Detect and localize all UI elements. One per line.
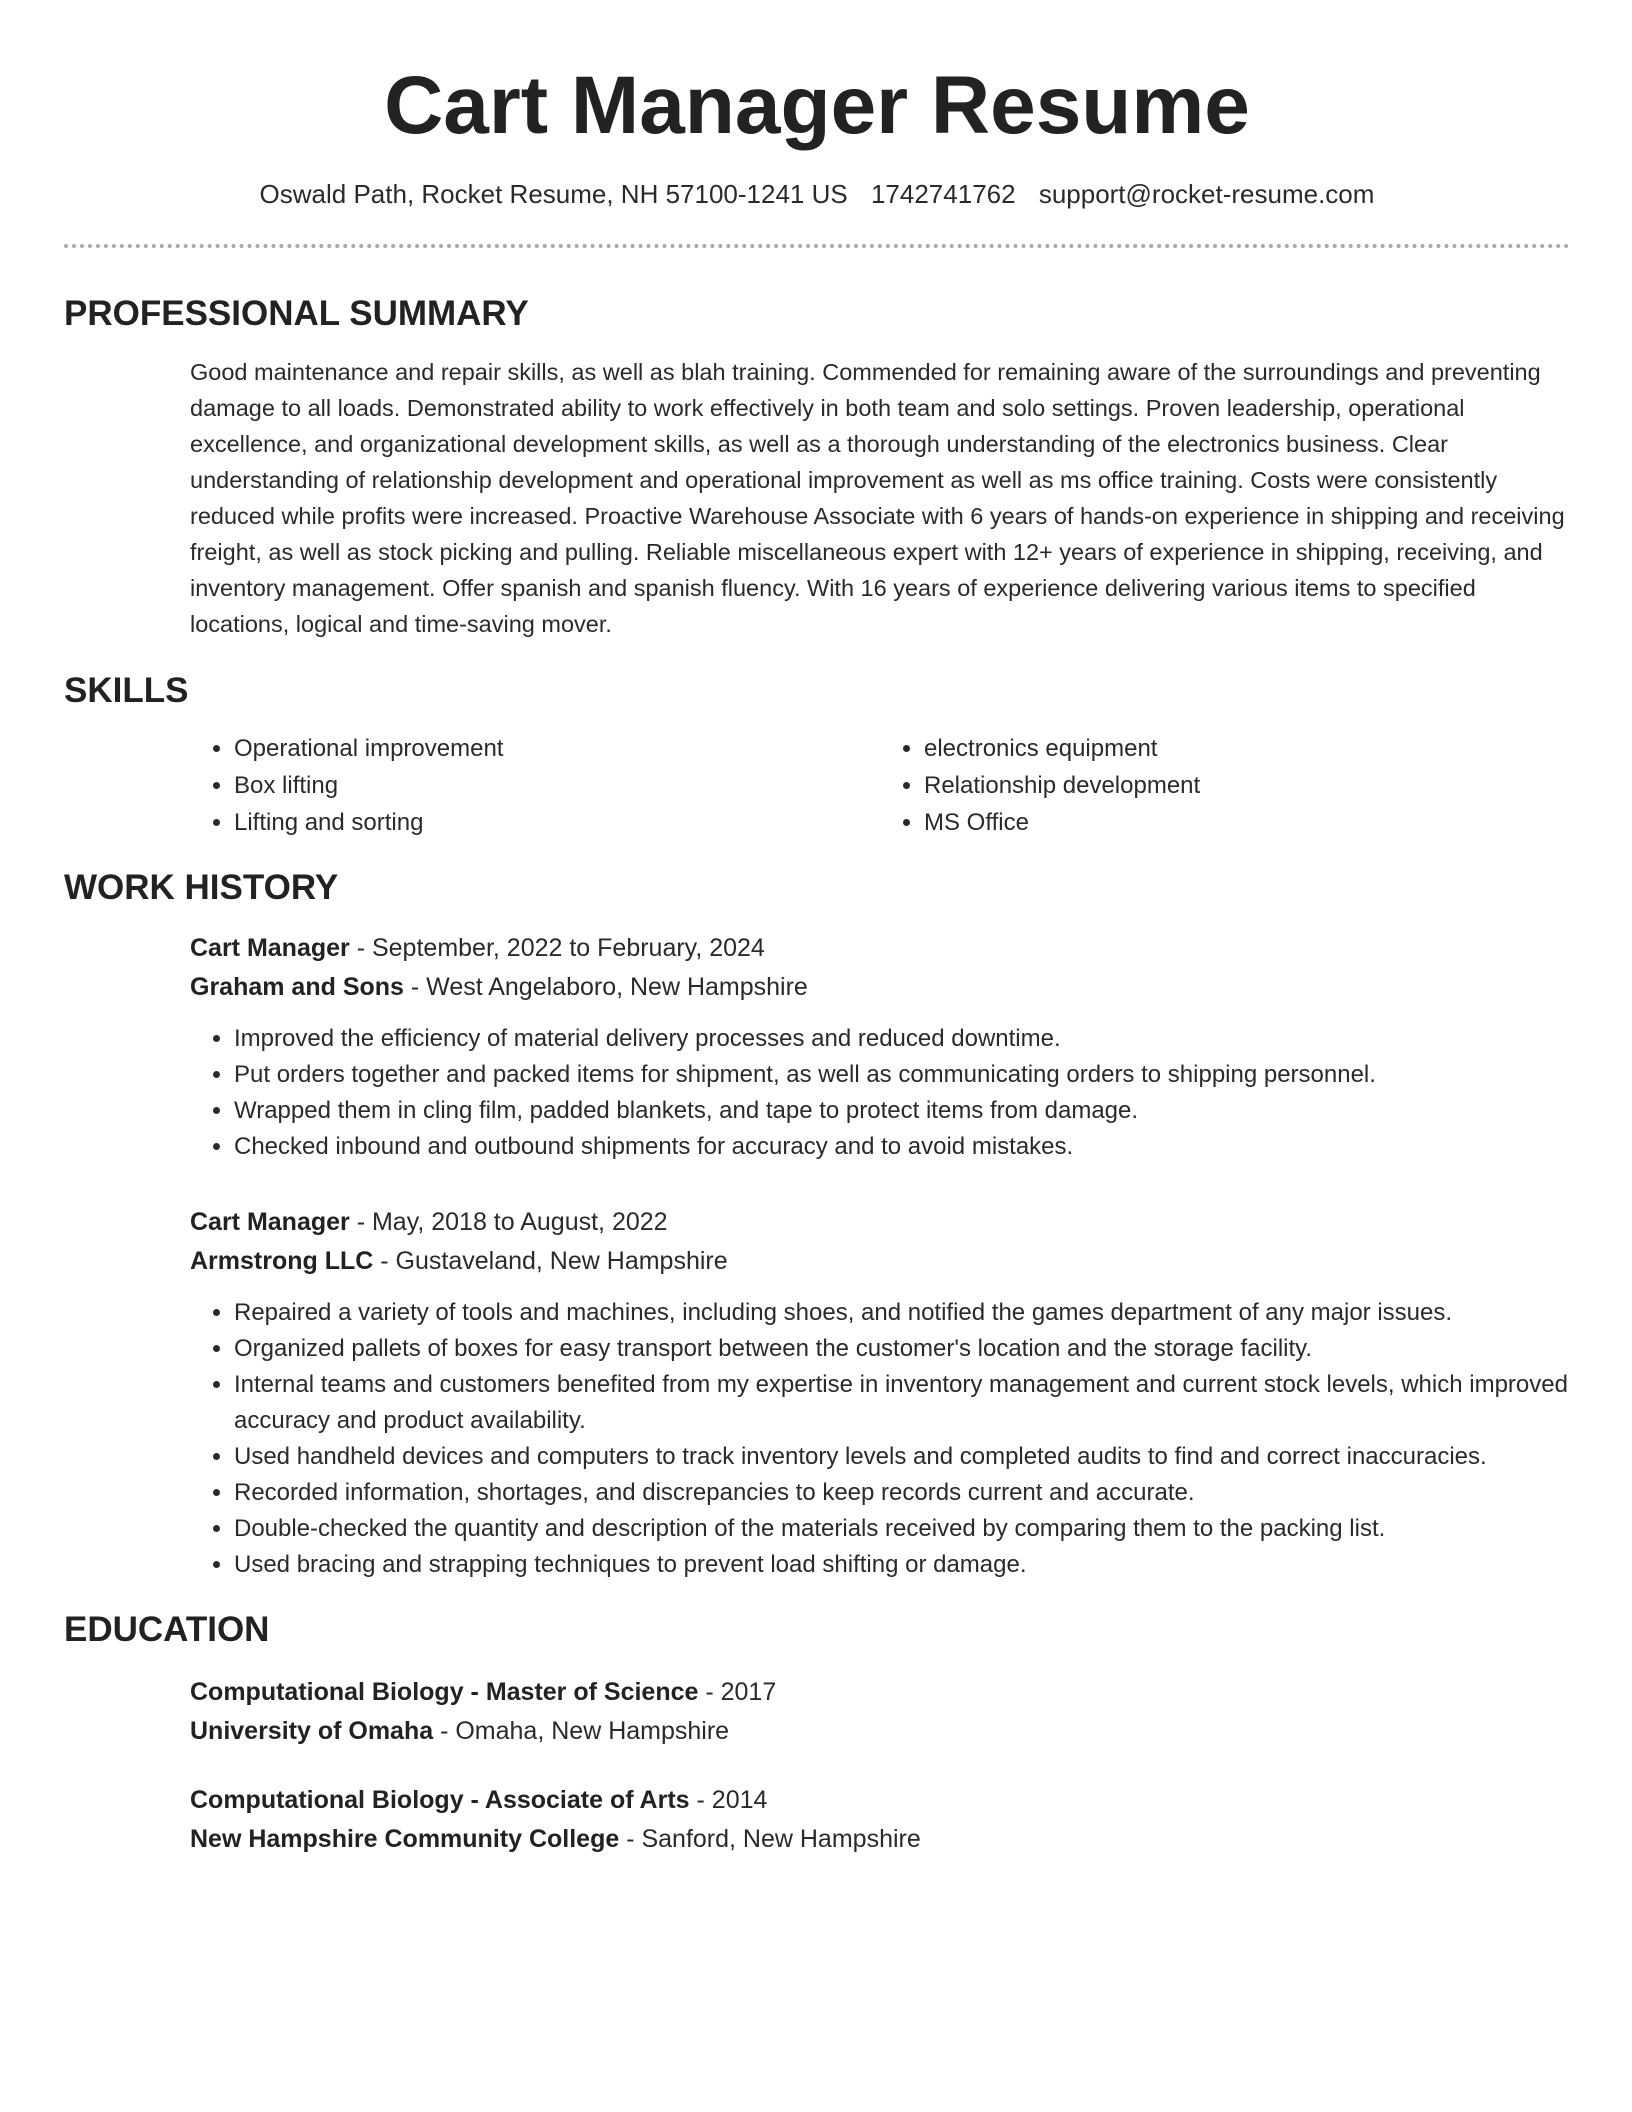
header-divider: [64, 244, 1570, 248]
job-title: Cart Manager: [190, 1208, 350, 1236]
education-school: New Hampshire Community College: [190, 1825, 620, 1853]
job-entry: [190, 929, 1570, 1165]
job-title: Cart Manager: [190, 934, 350, 962]
contact-email: support@rocket-resume.com: [1038, 179, 1375, 209]
education-entry: [190, 1781, 1570, 1859]
job-dates: - May, 2018 to August, 2022: [349, 1208, 668, 1236]
education-degree: Computational Biology - Master of Science: [190, 1678, 699, 1706]
education-school: University of Omaha: [190, 1717, 434, 1745]
job-title-line: [190, 929, 1570, 968]
job-bullet: • Used handheld devices and computers to track inventory levels and completed audits to find and correct inaccuracies.: [234, 1439, 1570, 1475]
job-bullet: • Checked inbound and outbound shipments for accuracy and to avoid mistakes.: [234, 1129, 1570, 1165]
education-heading: EDUCATION: [64, 1610, 270, 1649]
job-dates: - September, 2022 to February, 2024: [349, 934, 765, 962]
education-location: - Omaha, New Hampshire: [433, 1717, 730, 1745]
skills-list: [190, 730, 1570, 841]
skill-item: • Operational improvement: [234, 730, 880, 767]
education-school-line: [190, 1712, 1570, 1751]
resume-title: Cart Manager Resume: [384, 60, 1250, 151]
resume-page: [64, 0, 1570, 1859]
job-company: Armstrong LLC: [190, 1247, 374, 1275]
job-company: Graham and Sons: [190, 973, 404, 1001]
education-degree-line: [190, 1781, 1570, 1820]
job-bullet: • Organized pallets of boxes for easy transport between the customer's location and the storage facility.: [234, 1331, 1570, 1367]
education-year: - 2014: [689, 1786, 768, 1814]
skills-heading: SKILLS: [64, 671, 189, 710]
job-bullet: • Used bracing and strapping techniques to prevent load shifting or damage.: [234, 1547, 1570, 1583]
work-heading: WORK HISTORY: [64, 868, 339, 907]
job-bullet: • Recorded information, shortages, and discrepancies to keep records current and accurate.: [234, 1475, 1570, 1511]
job-bullet-list: [190, 1021, 1570, 1165]
job-bullet: • Double-checked the quantity and description of the materials received by comparing them to the packing list.: [234, 1511, 1570, 1547]
contact-phone: 1742741762: [870, 179, 1016, 209]
skill-item: • electronics equipment: [924, 730, 1570, 767]
education-location: - Sanford, New Hampshire: [619, 1825, 921, 1853]
job-bullet: • Wrapped them in cling film, padded blankets, and tape to protect items from damage.: [234, 1093, 1570, 1129]
skill-item: • Box lifting: [234, 767, 880, 804]
education-degree-line: [190, 1673, 1570, 1712]
job-bullet-list: [190, 1295, 1570, 1583]
job-title-line: [190, 1203, 1570, 1242]
job-location: - Gustaveland, New Hampshire: [373, 1247, 728, 1275]
education-year: - 2017: [698, 1678, 777, 1706]
contact-address: Oswald Path, Rocket Resume, NH 57100-1241 US: [259, 179, 848, 209]
job-bullet: • Internal teams and customers benefited from my expertise in inventory management and current stock levels, which improved accuracy and product availability.: [234, 1367, 1570, 1439]
education-school-line: [190, 1820, 1570, 1859]
education-entry: [190, 1673, 1570, 1751]
job-entry: [190, 1203, 1570, 1583]
skill-item: • MS Office: [924, 804, 1570, 841]
summary-heading: PROFESSIONAL SUMMARY: [64, 294, 529, 333]
job-bullet: • Repaired a variety of tools and machines, including shoes, and notified the games department of any major issues.: [234, 1295, 1570, 1331]
skills-column-left: [190, 730, 880, 841]
job-bullet: • Put orders together and packed items for shipment, as well as communicating orders to shipping personnel.: [234, 1057, 1570, 1093]
education-degree: Computational Biology - Associate of Arts: [190, 1786, 690, 1814]
contact-line: [64, 178, 1570, 210]
skill-item: • Relationship development: [924, 767, 1570, 804]
job-location: - West Angelaboro, New Hampshire: [403, 973, 808, 1001]
skill-item: • Lifting and sorting: [234, 804, 880, 841]
job-company-line: [190, 968, 1570, 1007]
job-bullet: • Improved the efficiency of material delivery processes and reduced downtime.: [234, 1021, 1570, 1057]
skills-column-right: [880, 730, 1570, 841]
summary-text: Good maintenance and repair skills, as well as blah training. Commended for remaining aware of the surroundings and preventing damage to all loads. Demonstrated ability to work effectively in both team and solo settings. Proven leadership, operational excellence, and organizational development skills, as well as a thorough understanding of the electronics business. Clear understanding of relationship development and operational improvement as well as ms office training. Costs were consistently reduced while profits were increased. Proactive Warehouse Associate with 6 years of hands-on experience in shipping and receiving freight, as well as stock picking and pulling. Reliable miscellaneous expert with 12+ years of experience in shipping, receiving, and inventory management. Offer spanish and spanish fluency. With 16 years of experience delivering various items to specified locations, logical and time-saving mover.: [190, 359, 1565, 637]
job-company-line: [190, 1242, 1570, 1281]
